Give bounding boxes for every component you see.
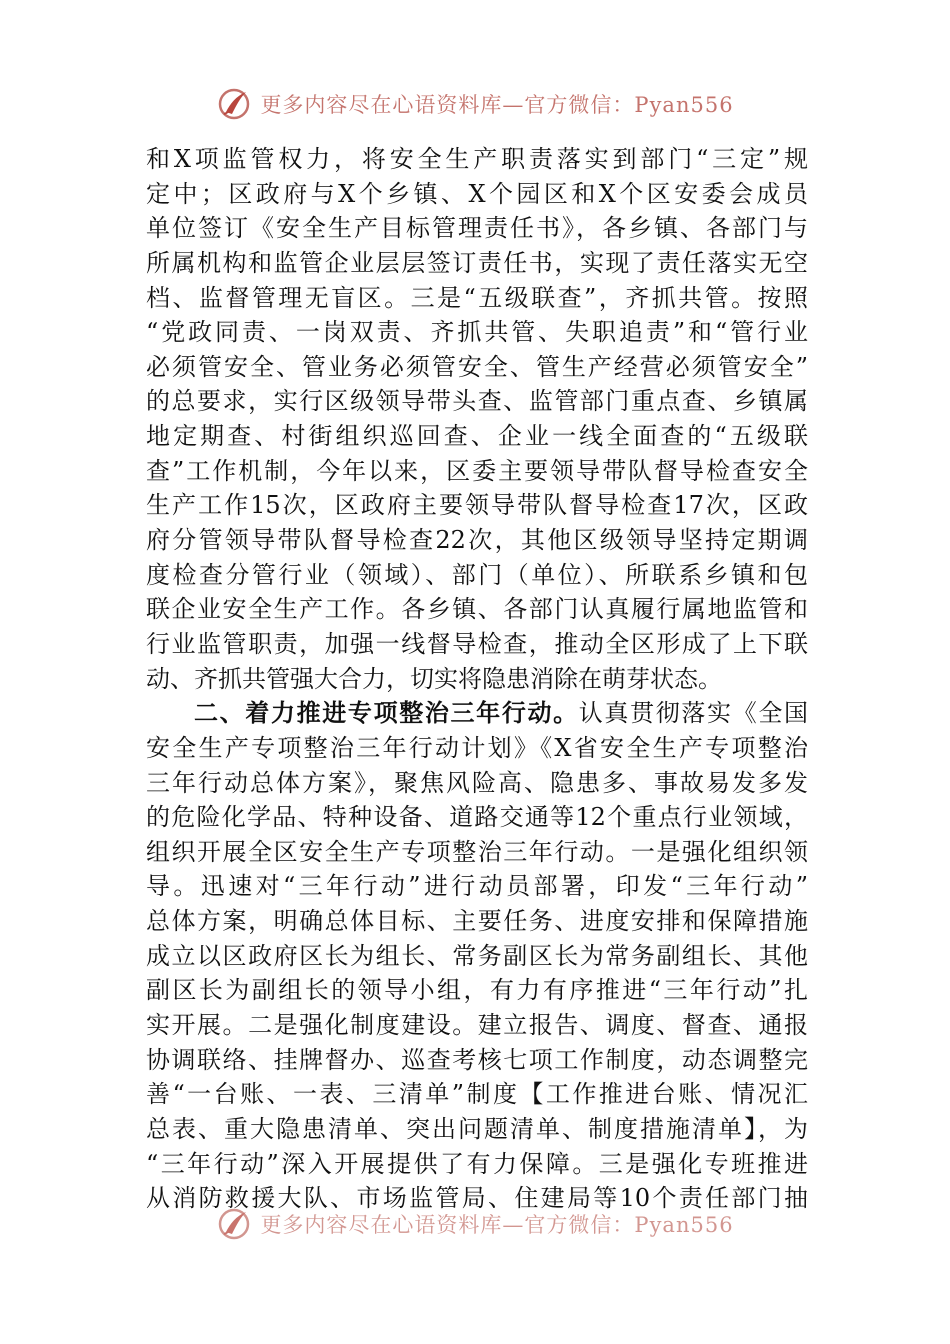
text-line: 联企业安全生产工作。各乡镇、各部门认真履行属地监管和: [146, 595, 808, 624]
text-line: 组织开展全区安全生产专项整治三年行动。一是强化组织领: [146, 837, 808, 866]
text-line: 生产工作15次，区政府主要领导带队督导检查17次，区政: [146, 491, 808, 520]
text-line: 档、监督管理无盲区。三是“五级联查”，齐抓共管。按照: [146, 283, 808, 312]
watermark-header: [0, 84, 950, 124]
text-line: 查”工作机制，今年以来，区委主要领导带队督导检查安全: [146, 456, 808, 485]
paragraph-2: [146, 696, 808, 1216]
brush-logo-icon: [216, 86, 252, 122]
text-line: 导。迅速对“三年行动”进行动员部署，印发“三年行动”: [146, 872, 808, 901]
text-line: 从消防救援大队、市场监管局、住建局等10个责任部门抽: [146, 1184, 808, 1213]
text-line: 成立以区政府区长为组长、常务副区长为常务副组长、其他: [146, 941, 808, 970]
watermark-footer: [0, 1204, 950, 1244]
brush-logo-icon: [216, 1206, 252, 1242]
text-line: 协调联络、挂牌督办、巡查考核七项工作制度，动态调整完: [146, 1045, 808, 1074]
text-line: 总表、重大隐患清单、突出问题清单、制度措施清单】，为: [146, 1114, 808, 1143]
watermark-text: 更多内容尽在心语资料库—官方微信：Pyan556: [260, 93, 734, 117]
text-line: 总体方案，明确总体目标、主要任务、进度安排和保障措施: [146, 907, 808, 936]
text-line: 的危险化学品、特种设备、道路交通等12个重点行业领域，: [146, 803, 808, 832]
document-body: [146, 142, 808, 1216]
text-line: 善“一台账、一表、三清单”制度【工作推进台账、情况汇: [146, 1080, 808, 1109]
text-line: 实开展。二是强化制度建设。建立报告、调度、督查、通报: [146, 1011, 808, 1040]
text-line: 安全生产专项整治三年行动计划》《X省安全生产专项整治: [146, 733, 808, 762]
text-line: 三年行动总体方案》，聚焦风险高、隐患多、事故易发多发: [146, 768, 808, 797]
text-line: 所属机构和监管企业层层签订责任书，实现了责任落实无空: [146, 248, 808, 277]
text-line: 动、齐抓共管强大合力，切实将隐患消除在萌芽状态。: [146, 664, 722, 693]
text-line: 府分管领导带队督导检查22次，其他区级领导坚持定期调: [146, 526, 808, 555]
paragraph-1: [146, 142, 808, 696]
heading-line-rest: 认真贯彻落实《全国: [578, 699, 808, 728]
text-line: 必须管安全、管业务必须管安全、管生产经营必须管安全”: [146, 352, 808, 381]
text-line: 的总要求，实行区级领导带头查、监管部门重点查、乡镇属: [146, 387, 808, 416]
text-line: 定中；区政府与X个乡镇、X个园区和X个区安委会成员: [146, 179, 808, 208]
text-line: “三年行动”深入开展提供了有力保障。三是强化专班推进: [146, 1149, 808, 1178]
text-line: 单位签订《安全生产目标管理责任书》，各乡镇、各部门与: [146, 214, 808, 243]
text-line: 度检查分管行业（领域）、部门（单位）、所联系乡镇和包: [146, 560, 808, 589]
section-heading: 二、着力推进专项整治三年行动。: [194, 698, 579, 728]
text-line: 副区长为副组长的领导小组，有力有序推进“三年行动”扎: [146, 976, 808, 1005]
text-line: [146, 696, 808, 731]
text-line: 行业监管职责，加强一线督导检查，推动全区形成了上下联: [146, 629, 808, 658]
text-line: “党政同责、一岗双责、齐抓共管、失职追责”和“管行业: [146, 318, 808, 347]
text-line: 和X项监管权力，将安全生产职责落实到部门“三定”规: [146, 145, 808, 173]
watermark-text: 更多内容尽在心语资料库—官方微信：Pyan556: [260, 1213, 734, 1237]
text-line: 地定期查、村街组织巡回查、企业一线全面查的“五级联: [146, 422, 808, 451]
